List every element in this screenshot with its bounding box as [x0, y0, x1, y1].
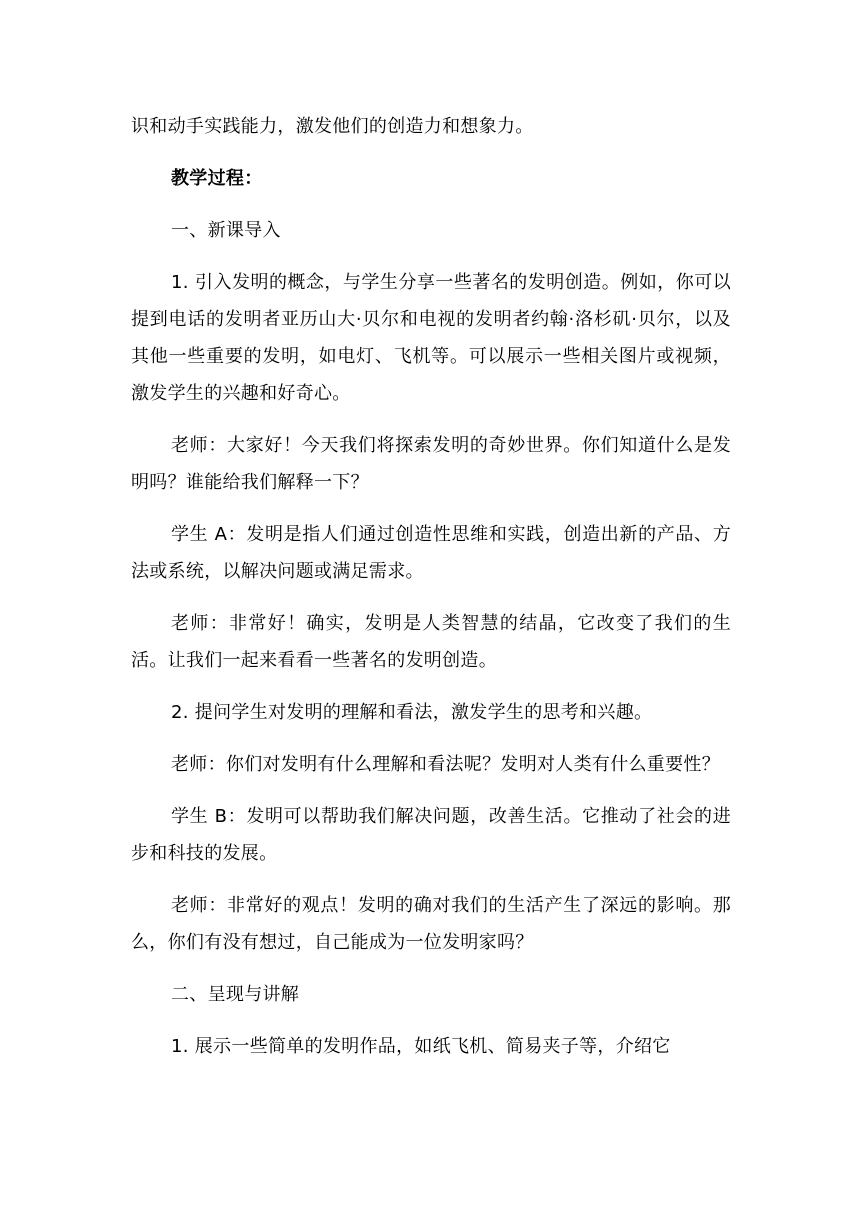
paragraph-item-2: 2. 提问学生对发明的理解和看法，激发学生的思考和兴趣。: [171, 702, 653, 723]
paragraph-intro-continuation: 识和动手实践能力，激发他们的创造力和想象力。: [131, 116, 534, 137]
section-heading-teaching-process: 教学过程：: [171, 168, 263, 189]
dialogue-teacher-3: 老师：你们对发明有什么理解和看法呢？发明对人类有什么重要性？: [171, 754, 720, 775]
dialogue-student-a: 学生 A：发明是指人们通过创造性思维和实践，创造出新的产品、方法或系统，以解决问题或满足需求。: [131, 524, 731, 582]
section-heading-presentation: 二、呈现与讲解: [171, 984, 300, 1005]
section-heading-new-lesson-intro: 一、新课导入: [171, 220, 281, 241]
document-body: [131, 108, 731, 1080]
dialogue-teacher-2: 老师：非常好！确实，发明是人类智慧的结晶，它改变了我们的生活。让我们一起来看看一些著名的发明创造。: [131, 613, 731, 671]
dialogue-student-b: 学生 B：发明可以帮助我们解决问题，改善生活。它推动了社会的进步和科技的发展。: [131, 806, 731, 864]
dialogue-teacher-4: 老师：非常好的观点！发明的确对我们的生活产生了深远的影响。那么，你们有没有想过，自己能成为一位发明家吗？: [131, 895, 731, 953]
paragraph-item-1: 1. 引入发明的概念，与学生分享一些著名的发明创造。例如，你可以提到电话的发明者亚历山大·贝尔和电视的发明者约翰·洛杉矶·贝尔，以及其他一些重要的发明，如电灯、飞机等。可以展示一些相关图片或视频，激发学生的兴趣和好奇心。: [131, 272, 731, 404]
paragraph-item-3: 1. 展示一些简单的发明作品，如纸飞机、简易夹子等，介绍它: [171, 1036, 671, 1057]
dialogue-teacher-1: 老师：大家好！今天我们将探索发明的奇妙世界。你们知道什么是发明吗？谁能给我们解释一下？: [131, 435, 731, 493]
